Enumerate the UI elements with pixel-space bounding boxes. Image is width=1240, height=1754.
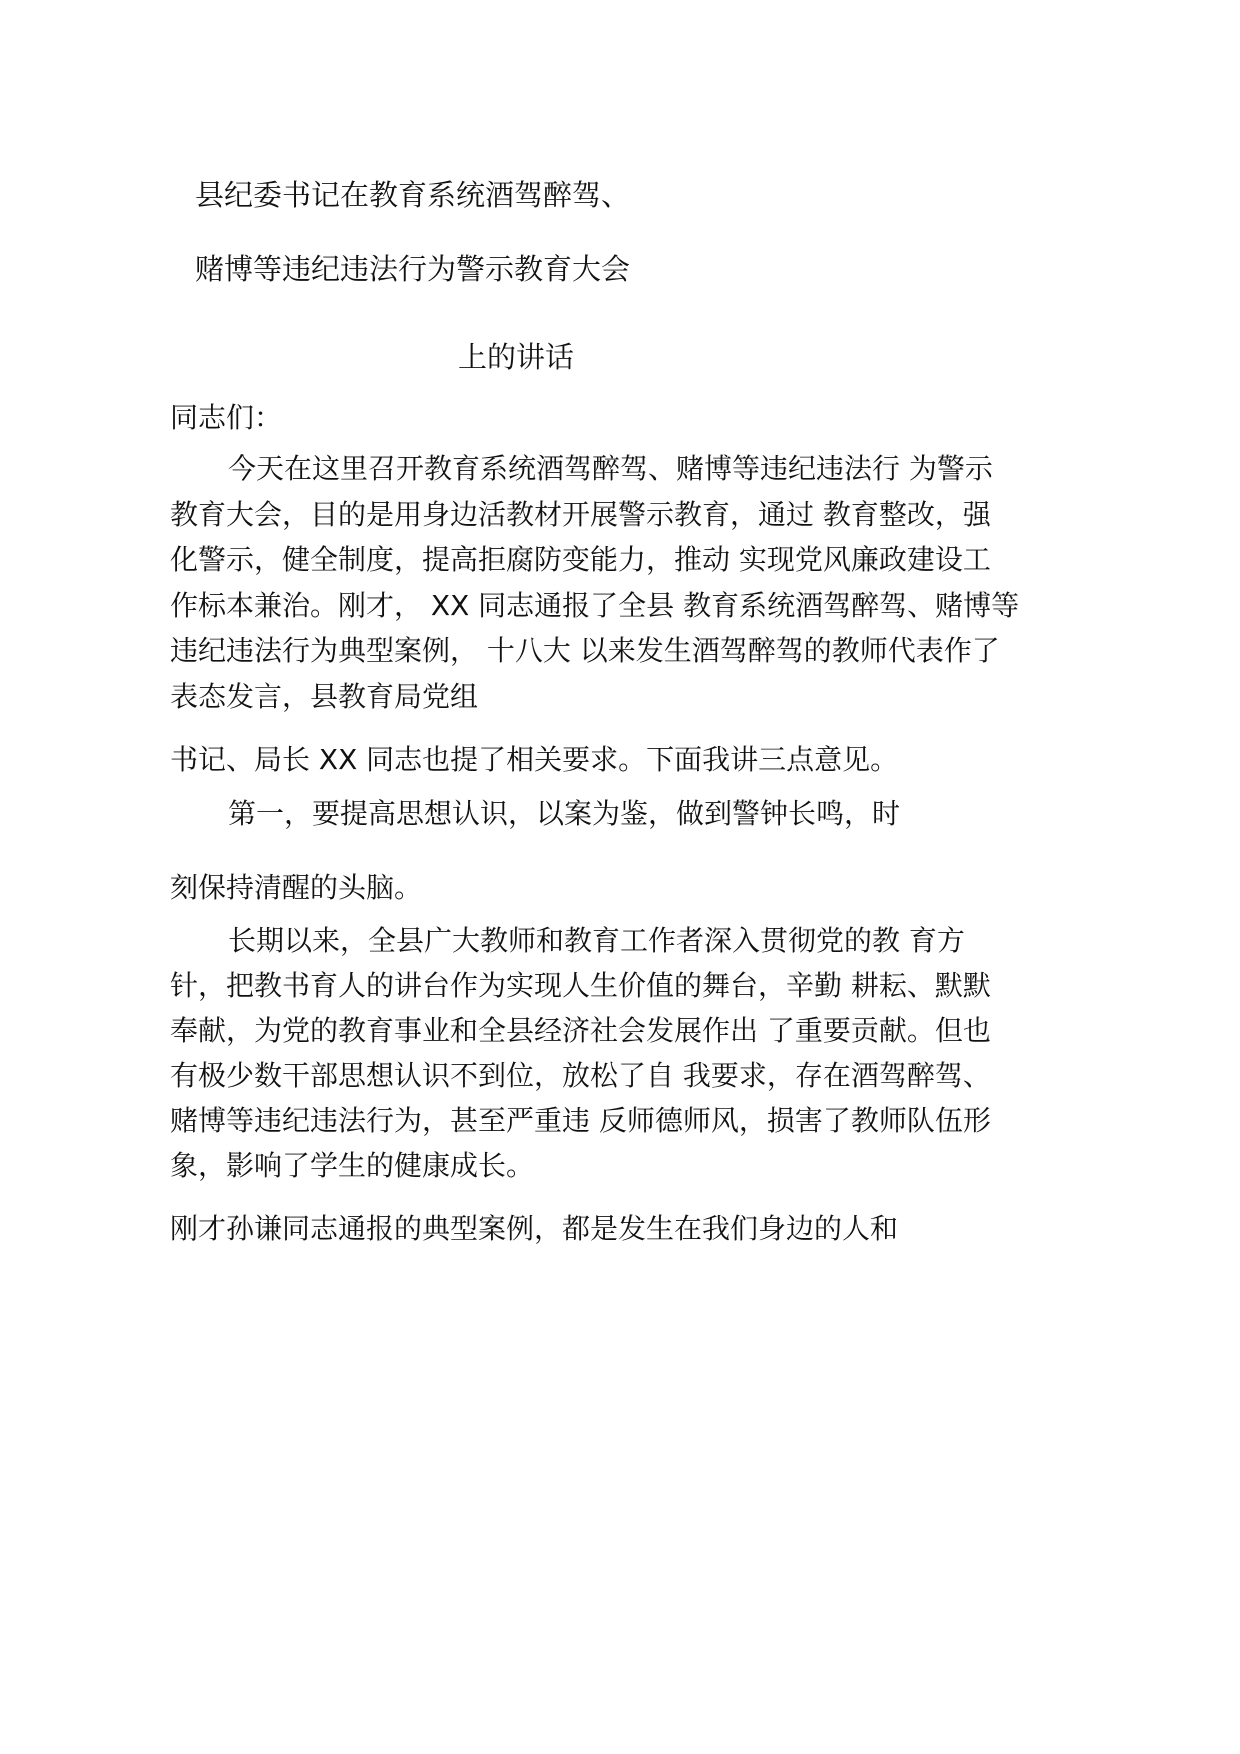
paragraph-line: 刚才孙谦同志通报的典型案例，都是发生在我们身边的人和 bbox=[170, 1212, 899, 1245]
salutation: 同志们： bbox=[170, 401, 283, 434]
paragraph-line: 作标本兼治。刚才， XX 同志通报了全县 教育系统酒驾醉驾、赌博等 bbox=[170, 589, 1020, 622]
paragraph-line: 书记、局长 XX 同志也提了相关要求。下面我讲三点意见。 bbox=[170, 743, 899, 776]
title-line-3: 上的讲话 bbox=[458, 340, 575, 374]
paragraph-line: 化警示，健全制度，提高拒腐防变能力，推动 实现党风廉政建设工 bbox=[170, 543, 991, 576]
paragraph-line: 奉献，为党的教育事业和全县经济社会发展作出 了重要贡献。但也 bbox=[170, 1014, 991, 1047]
paragraph-line: 第一，要提高思想认识，以案为鉴，做到警钟长鸣，时 bbox=[228, 797, 901, 830]
title-line-1: 县纪委书记在教育系统酒驾醉驾、 bbox=[195, 178, 631, 212]
paragraph-line: 刻保持清醒的头脑。 bbox=[170, 871, 423, 904]
paragraph-line: 象，影响了学生的健康成长。 bbox=[170, 1149, 535, 1182]
paragraph-line: 长期以来，全县广大教师和教育工作者深入贯彻党的教 育方 bbox=[228, 924, 965, 957]
paragraph-line: 违纪违法行为典型案例， 十八大 以来发生酒驾醉驾的教师代表作了 bbox=[170, 634, 1000, 667]
paragraph-line: 今天在这里召开教育系统酒驾醉驾、赌博等违纪违法行 为警示 bbox=[228, 452, 993, 485]
paragraph-line: 针，把教书育人的讲台作为实现人生价值的舞台，辛勤 耕耘、默默 bbox=[170, 969, 991, 1002]
paragraph-line: 赌博等违纪违法行为，甚至严重违 反师德师风，损害了教师队伍形 bbox=[170, 1104, 991, 1137]
paragraph-line: 有极少数干部思想认识不到位，放松了自 我要求，存在酒驾醉驾、 bbox=[170, 1059, 991, 1092]
paragraph-line: 表态发言，县教育局党组 bbox=[170, 680, 479, 713]
title-line-2: 赌博等违纪违法行为警示教育大会 bbox=[195, 252, 631, 286]
paragraph-line: 教育大会，目的是用身边活教材开展警示教育，通过 教育整改，强 bbox=[170, 498, 991, 531]
